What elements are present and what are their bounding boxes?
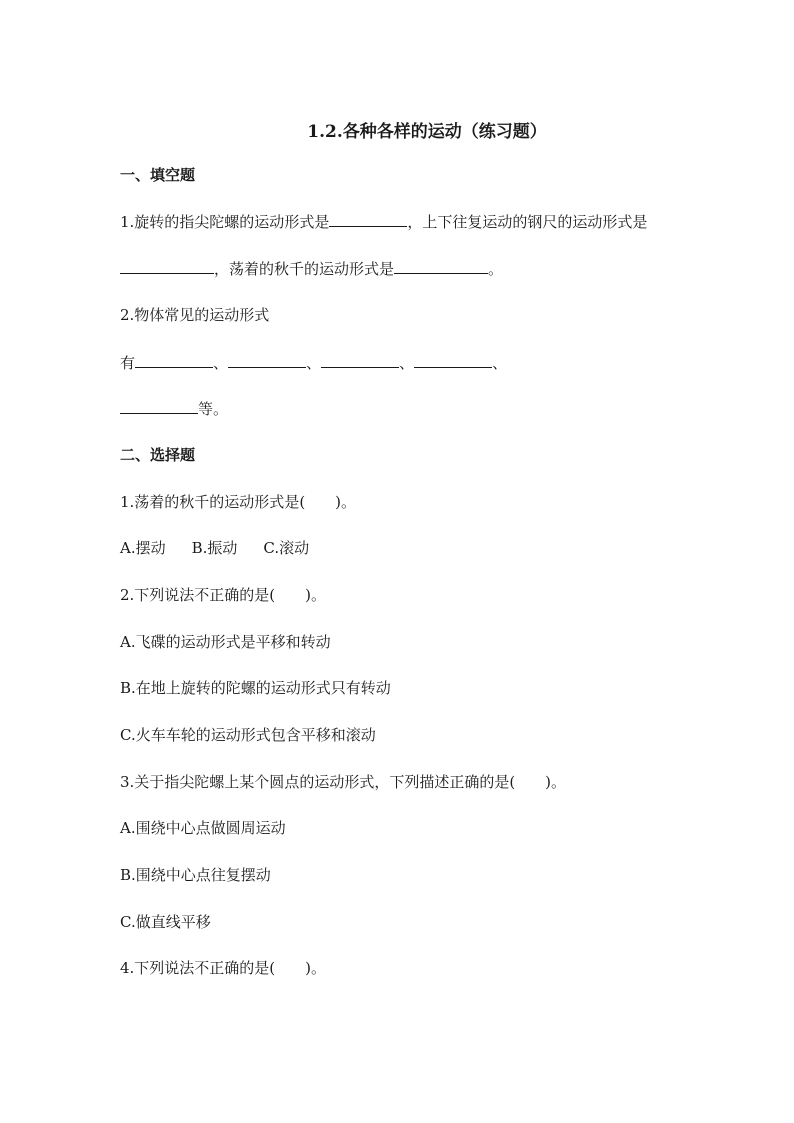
question-text: 2.下列说法不正确的是(	[120, 586, 276, 604]
answer-blank[interactable]	[228, 352, 306, 368]
question-text-end: )。	[305, 586, 327, 604]
question-text-end: )。	[545, 773, 567, 791]
option-b[interactable]: B.在地上旋转的陀螺的运动形式只有转动	[120, 679, 391, 697]
option-c[interactable]: C.火车车轮的运动形式包含平移和滚动	[120, 726, 376, 744]
fill-question-2-line-2	[120, 352, 507, 373]
section-heading-multiple-choice: 二、选择题	[120, 446, 196, 464]
choice-question-4-stem	[120, 958, 326, 978]
fill-q2-suffix: 等。	[198, 400, 229, 418]
question-text: 3.关于指尖陀螺上某个圆点的运动形式，下列描述正确的是(	[120, 773, 516, 791]
fill-question-1-line-2	[120, 258, 503, 279]
answer-blank[interactable]	[394, 258, 488, 274]
question-text-end: )。	[305, 959, 327, 977]
fill-question-2-line-1: 2.物体常见的运动形式	[120, 306, 270, 324]
answer-blank[interactable]	[120, 258, 214, 274]
fill-q1-text-d: 。	[488, 260, 504, 278]
section-heading-fill-blank: 一、填空题	[120, 166, 196, 184]
separator: 、	[306, 354, 322, 372]
answer-blank[interactable]	[414, 352, 492, 368]
fill-q1-text-c: ，荡着的秋千的运动形式是	[214, 260, 395, 278]
answer-blank[interactable]	[321, 352, 399, 368]
answer-blank[interactable]	[135, 352, 213, 368]
choice-question-1-options	[120, 538, 309, 558]
option-a[interactable]: A.摆动	[120, 539, 166, 557]
separator: 、	[492, 354, 508, 372]
fill-question-2-line-3	[120, 398, 228, 419]
fill-q1-text-b: ，上下往复运动的钢尺的运动形式是	[407, 213, 648, 231]
choice-question-1-stem	[120, 492, 356, 512]
answer-blank[interactable]	[329, 211, 407, 227]
option-a[interactable]: A.围绕中心点做圆周运动	[120, 819, 286, 837]
question-text: 4.下列说法不正确的是(	[120, 959, 276, 977]
option-c[interactable]: C.滚动	[263, 539, 310, 557]
option-a[interactable]: A.飞碟的运动形式是平移和转动	[120, 633, 331, 651]
choice-question-2-stem	[120, 585, 326, 605]
option-b[interactable]: B.围绕中心点往复摆动	[120, 866, 271, 884]
option-b[interactable]: B.振动	[191, 539, 238, 557]
fill-q1-text-a: 1.旋转的指尖陀螺的运动形式是	[120, 213, 330, 231]
question-text: 1.荡着的秋千的运动形式是(	[120, 493, 306, 511]
question-text-end: )。	[335, 493, 357, 511]
separator: 、	[213, 354, 229, 372]
page-title: 1.2.各种各样的运动（练习题）	[307, 122, 547, 142]
answer-blank[interactable]	[120, 398, 198, 414]
option-c[interactable]: C.做直线平移	[120, 913, 211, 931]
separator: 、	[399, 354, 415, 372]
fill-question-1-line-1	[120, 211, 647, 232]
choice-question-3-stem	[120, 772, 566, 792]
fill-q2-prefix: 有	[120, 354, 136, 372]
